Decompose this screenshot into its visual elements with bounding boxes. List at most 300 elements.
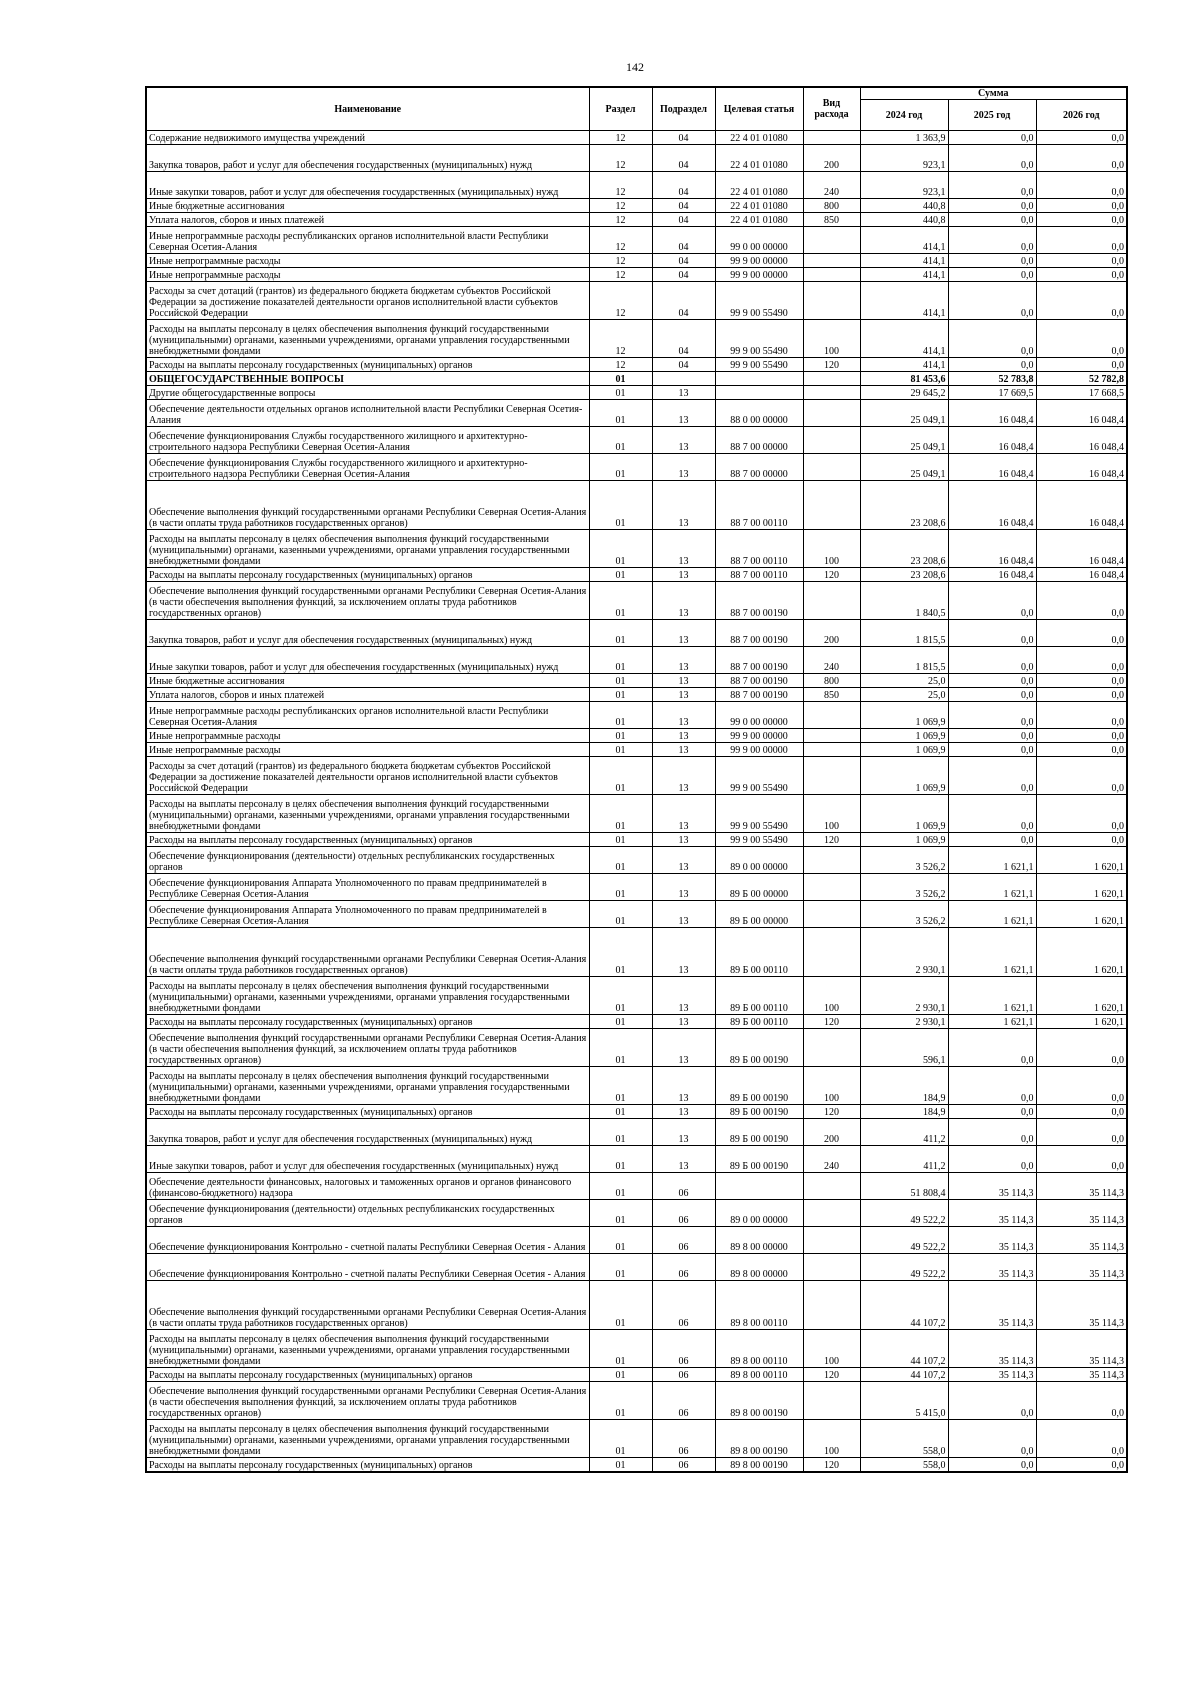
row-subsection: 13 xyxy=(652,1146,715,1173)
row-amount-2025: 0,0 xyxy=(948,1067,1036,1105)
row-target: 89 8 00 00190 xyxy=(715,1420,803,1458)
row-amount-2026: 0,0 xyxy=(1036,620,1127,647)
row-kind xyxy=(803,1200,860,1227)
row-amount-2024: 5 415,0 xyxy=(860,1382,948,1420)
row-amount-2026: 35 114,3 xyxy=(1036,1173,1127,1200)
row-target: 88 7 00 00110 xyxy=(715,530,803,568)
row-amount-2026: 0,0 xyxy=(1036,1420,1127,1458)
row-kind: 120 xyxy=(803,1458,860,1473)
row-kind xyxy=(803,1029,860,1067)
row-target: 22 4 01 01080 xyxy=(715,213,803,227)
table-row xyxy=(146,282,1127,320)
row-target: 89 Б 00 00000 xyxy=(715,901,803,928)
row-amount-2026: 0,0 xyxy=(1036,213,1127,227)
row-amount-2024: 440,8 xyxy=(860,213,948,227)
table-row xyxy=(146,1029,1127,1067)
row-target: 89 Б 00 00190 xyxy=(715,1067,803,1105)
row-amount-2025: 0,0 xyxy=(948,1146,1036,1173)
table-row xyxy=(146,1281,1127,1330)
row-kind xyxy=(803,454,860,481)
row-amount-2024: 558,0 xyxy=(860,1458,948,1473)
row-amount-2026: 0,0 xyxy=(1036,833,1127,847)
row-subsection: 04 xyxy=(652,145,715,172)
row-section: 01 xyxy=(589,568,652,582)
row-amount-2025: 0,0 xyxy=(948,1420,1036,1458)
row-amount-2025: 35 114,3 xyxy=(948,1173,1036,1200)
table-row xyxy=(146,386,1127,400)
row-subsection: 13 xyxy=(652,427,715,454)
row-amount-2024: 414,1 xyxy=(860,227,948,254)
table-row xyxy=(146,199,1127,213)
row-subsection: 04 xyxy=(652,268,715,282)
row-subsection: 06 xyxy=(652,1227,715,1254)
row-target: 89 0 00 00000 xyxy=(715,1200,803,1227)
row-target: 99 9 00 00000 xyxy=(715,743,803,757)
row-kind xyxy=(803,1173,860,1200)
row-subsection: 13 xyxy=(652,757,715,795)
table-row xyxy=(146,757,1127,795)
row-subsection: 04 xyxy=(652,199,715,213)
row-amount-2025: 16 048,4 xyxy=(948,454,1036,481)
table-row xyxy=(146,400,1127,427)
row-target: 99 9 00 55490 xyxy=(715,282,803,320)
row-name: Обеспечение выполнения функций государственными органами Республики Северная Осетия-Алания (в части оплаты труда работников государственных органов) xyxy=(146,928,589,977)
row-kind: 120 xyxy=(803,358,860,372)
row-section: 01 xyxy=(589,901,652,928)
row-target: 99 9 00 55490 xyxy=(715,795,803,833)
row-amount-2024: 414,1 xyxy=(860,254,948,268)
row-amount-2024: 25,0 xyxy=(860,674,948,688)
row-name: Иные непрограммные расходы xyxy=(146,254,589,268)
row-subsection: 06 xyxy=(652,1330,715,1368)
row-amount-2025: 0,0 xyxy=(948,674,1036,688)
row-subsection: 13 xyxy=(652,702,715,729)
row-amount-2026: 0,0 xyxy=(1036,199,1127,213)
row-target: 88 7 00 00000 xyxy=(715,427,803,454)
row-kind xyxy=(803,847,860,874)
row-name: Иные непрограммные расходы республиканских органов исполнительной власти Республики Северная Осетия-Алания xyxy=(146,227,589,254)
row-section: 01 xyxy=(589,1368,652,1382)
row-amount-2024: 184,9 xyxy=(860,1067,948,1105)
table-row xyxy=(146,688,1127,702)
row-target: 88 7 00 00000 xyxy=(715,454,803,481)
row-kind: 200 xyxy=(803,145,860,172)
row-kind xyxy=(803,729,860,743)
row-target: 99 9 00 00000 xyxy=(715,729,803,743)
row-subsection: 04 xyxy=(652,172,715,199)
row-target: 89 Б 00 00000 xyxy=(715,874,803,901)
row-name: Расходы на выплаты персоналу государственных (муниципальных) органов xyxy=(146,358,589,372)
header-section: Раздел xyxy=(589,87,652,131)
row-subsection: 06 xyxy=(652,1200,715,1227)
row-amount-2026: 0,0 xyxy=(1036,743,1127,757)
row-kind: 120 xyxy=(803,1015,860,1029)
row-subsection: 13 xyxy=(652,688,715,702)
row-amount-2025: 0,0 xyxy=(948,702,1036,729)
row-section: 01 xyxy=(589,372,652,386)
row-section: 01 xyxy=(589,400,652,427)
row-subsection: 13 xyxy=(652,729,715,743)
row-amount-2026: 16 048,4 xyxy=(1036,427,1127,454)
row-amount-2025: 0,0 xyxy=(948,620,1036,647)
row-target: 89 Б 00 00110 xyxy=(715,977,803,1015)
row-amount-2025: 16 048,4 xyxy=(948,481,1036,530)
row-kind: 100 xyxy=(803,1420,860,1458)
row-name: Расходы за счет дотаций (грантов) из федерального бюджета бюджетам субъектов Российской Федерации за достижение показателей деятельности органов исполнительной власти субъектов Российской Федерации xyxy=(146,282,589,320)
row-amount-2026: 1 620,1 xyxy=(1036,928,1127,977)
row-subsection: 13 xyxy=(652,874,715,901)
row-amount-2024: 414,1 xyxy=(860,268,948,282)
row-amount-2024: 1 069,9 xyxy=(860,743,948,757)
row-amount-2026: 0,0 xyxy=(1036,729,1127,743)
row-section: 12 xyxy=(589,213,652,227)
row-section: 01 xyxy=(589,386,652,400)
table-row xyxy=(146,901,1127,928)
row-name: Обеспечение функционирования Контрольно - счетной палаты Республики Северная Осетия - Алания xyxy=(146,1227,589,1254)
row-subsection: 04 xyxy=(652,320,715,358)
row-name: Расходы за счет дотаций (грантов) из федерального бюджета бюджетам субъектов Российской Федерации за достижение показателей деятельности органов исполнительной власти субъектов Российской Федерации xyxy=(146,757,589,795)
row-amount-2026: 0,0 xyxy=(1036,1382,1127,1420)
table-row xyxy=(146,977,1127,1015)
row-name: Другие общегосударственные вопросы xyxy=(146,386,589,400)
row-kind: 200 xyxy=(803,1119,860,1146)
row-kind: 850 xyxy=(803,213,860,227)
row-amount-2024: 2 930,1 xyxy=(860,977,948,1015)
row-amount-2024: 3 526,2 xyxy=(860,874,948,901)
row-amount-2024: 25 049,1 xyxy=(860,400,948,427)
row-amount-2025: 0,0 xyxy=(948,1029,1036,1067)
table-row xyxy=(146,454,1127,481)
row-amount-2026: 16 048,4 xyxy=(1036,454,1127,481)
row-section: 01 xyxy=(589,1067,652,1105)
row-amount-2024: 1 069,9 xyxy=(860,702,948,729)
row-kind: 240 xyxy=(803,172,860,199)
row-name: Обеспечение функционирования Контрольно - счетной палаты Республики Северная Осетия - Алания xyxy=(146,1254,589,1281)
header-2026: 2026 год xyxy=(1036,100,1127,131)
row-target: 89 8 00 00110 xyxy=(715,1281,803,1330)
table-row xyxy=(146,1382,1127,1420)
table-row xyxy=(146,568,1127,582)
row-target: 99 9 00 00000 xyxy=(715,268,803,282)
row-subsection: 04 xyxy=(652,358,715,372)
row-section: 12 xyxy=(589,282,652,320)
header-sum: Сумма xyxy=(860,87,1127,100)
row-amount-2025: 0,0 xyxy=(948,199,1036,213)
row-target: 88 7 00 00190 xyxy=(715,674,803,688)
row-amount-2025: 0,0 xyxy=(948,833,1036,847)
table-row xyxy=(146,1227,1127,1254)
row-amount-2026: 35 114,3 xyxy=(1036,1368,1127,1382)
row-amount-2026: 35 114,3 xyxy=(1036,1254,1127,1281)
row-target: 89 Б 00 00190 xyxy=(715,1146,803,1173)
row-target xyxy=(715,372,803,386)
row-amount-2026: 0,0 xyxy=(1036,757,1127,795)
row-amount-2025: 0,0 xyxy=(948,1105,1036,1119)
row-amount-2024: 29 645,2 xyxy=(860,386,948,400)
row-kind xyxy=(803,372,860,386)
table-row xyxy=(146,582,1127,620)
row-section: 01 xyxy=(589,674,652,688)
table-row xyxy=(146,372,1127,386)
row-amount-2025: 0,0 xyxy=(948,757,1036,795)
row-section: 01 xyxy=(589,1029,652,1067)
row-amount-2024: 1 069,9 xyxy=(860,729,948,743)
row-kind: 100 xyxy=(803,795,860,833)
row-name: Иные бюджетные ассигнования xyxy=(146,674,589,688)
row-amount-2025: 0,0 xyxy=(948,172,1036,199)
row-name: ОБЩЕГОСУДАРСТВЕННЫЕ ВОПРОСЫ xyxy=(146,372,589,386)
row-section: 01 xyxy=(589,702,652,729)
row-target: 89 8 00 00000 xyxy=(715,1227,803,1254)
row-name: Расходы на выплаты персоналу в целях обеспечения выполнения функций государственными (муниципальными) органами, казенными учреждениями, органами управления государственными внебюджетными фондами xyxy=(146,320,589,358)
row-kind xyxy=(803,227,860,254)
row-name: Обеспечение выполнения функций государственными органами Республики Северная Осетия-Алания (в части обеспечения выполнения функций, за исключением оплаты труда работников государственных органов) xyxy=(146,1029,589,1067)
row-section: 01 xyxy=(589,1015,652,1029)
row-target: 99 0 00 00000 xyxy=(715,702,803,729)
row-amount-2024: 1 840,5 xyxy=(860,582,948,620)
table-row xyxy=(146,1146,1127,1173)
table-row xyxy=(146,647,1127,674)
row-name: Обеспечение деятельности финансовых, налоговых и таможенных органов и органов финансового (финансово-бюджетного) надзора xyxy=(146,1173,589,1200)
table-body xyxy=(146,131,1127,1473)
row-kind xyxy=(803,1254,860,1281)
row-name: Уплата налогов, сборов и иных платежей xyxy=(146,213,589,227)
row-section: 01 xyxy=(589,1458,652,1473)
row-amount-2026: 0,0 xyxy=(1036,358,1127,372)
row-target: 89 8 00 00110 xyxy=(715,1330,803,1368)
row-amount-2026: 16 048,4 xyxy=(1036,568,1127,582)
row-subsection: 13 xyxy=(652,568,715,582)
row-kind xyxy=(803,874,860,901)
row-amount-2025: 16 048,4 xyxy=(948,400,1036,427)
row-amount-2026: 0,0 xyxy=(1036,172,1127,199)
header-subsection: Подраздел xyxy=(652,87,715,131)
row-name: Обеспечение выполнения функций государственными органами Республики Северная Осетия-Алания (в части обеспечения выполнения функций, за исключением оплаты труда работников государственных органов) xyxy=(146,1382,589,1420)
row-amount-2026: 16 048,4 xyxy=(1036,400,1127,427)
row-kind: 850 xyxy=(803,688,860,702)
row-kind xyxy=(803,582,860,620)
row-amount-2024: 1 815,5 xyxy=(860,620,948,647)
row-kind xyxy=(803,1382,860,1420)
row-section: 01 xyxy=(589,833,652,847)
row-amount-2024: 25 049,1 xyxy=(860,454,948,481)
row-amount-2025: 0,0 xyxy=(948,582,1036,620)
row-section: 01 xyxy=(589,1281,652,1330)
row-name: Расходы на выплаты персоналу в целях обеспечения выполнения функций государственными (муниципальными) органами, казенными учреждениями, органами управления государственными внебюджетными фондами xyxy=(146,1420,589,1458)
row-target: 89 Б 00 00110 xyxy=(715,928,803,977)
row-amount-2026: 0,0 xyxy=(1036,1458,1127,1473)
table-row xyxy=(146,1458,1127,1473)
row-amount-2025: 1 621,1 xyxy=(948,977,1036,1015)
row-amount-2025: 0,0 xyxy=(948,688,1036,702)
table-row xyxy=(146,833,1127,847)
table-row xyxy=(146,795,1127,833)
row-amount-2024: 23 208,6 xyxy=(860,481,948,530)
row-amount-2026: 16 048,4 xyxy=(1036,481,1127,530)
row-kind: 120 xyxy=(803,1368,860,1382)
row-section: 01 xyxy=(589,1382,652,1420)
row-section: 01 xyxy=(589,1119,652,1146)
row-name: Обеспечение функционирования Службы государственного жилищного и архитектурно-строительного надзора Республики Северная Осетия-Алания xyxy=(146,454,589,481)
table-row xyxy=(146,1200,1127,1227)
row-amount-2025: 1 621,1 xyxy=(948,928,1036,977)
row-section: 01 xyxy=(589,757,652,795)
row-section: 01 xyxy=(589,1227,652,1254)
row-section: 01 xyxy=(589,427,652,454)
row-subsection: 04 xyxy=(652,254,715,268)
row-amount-2025: 0,0 xyxy=(948,213,1036,227)
row-section: 01 xyxy=(589,1200,652,1227)
row-amount-2024: 1 815,5 xyxy=(860,647,948,674)
row-amount-2024: 25,0 xyxy=(860,688,948,702)
row-kind: 240 xyxy=(803,647,860,674)
table-row xyxy=(146,1015,1127,1029)
row-amount-2025: 35 114,3 xyxy=(948,1368,1036,1382)
row-amount-2024: 1 069,9 xyxy=(860,833,948,847)
row-subsection: 04 xyxy=(652,282,715,320)
row-subsection: 13 xyxy=(652,901,715,928)
row-amount-2025: 0,0 xyxy=(948,743,1036,757)
row-target: 88 7 00 00110 xyxy=(715,481,803,530)
row-amount-2026: 0,0 xyxy=(1036,1029,1127,1067)
table-row xyxy=(146,131,1127,145)
row-kind: 100 xyxy=(803,977,860,1015)
row-amount-2024: 49 522,2 xyxy=(860,1254,948,1281)
row-subsection: 04 xyxy=(652,213,715,227)
row-amount-2025: 16 048,4 xyxy=(948,568,1036,582)
row-name: Расходы на выплаты персоналу в целях обеспечения выполнения функций государственными (муниципальными) органами, казенными учреждениями, органами управления государственными внебюджетными фондами xyxy=(146,530,589,568)
row-section: 01 xyxy=(589,1173,652,1200)
row-section: 01 xyxy=(589,530,652,568)
row-amount-2024: 440,8 xyxy=(860,199,948,213)
row-amount-2024: 3 526,2 xyxy=(860,901,948,928)
table-row xyxy=(146,358,1127,372)
row-amount-2026: 0,0 xyxy=(1036,145,1127,172)
row-target: 89 8 00 00110 xyxy=(715,1368,803,1382)
row-amount-2025: 0,0 xyxy=(948,282,1036,320)
row-amount-2025: 0,0 xyxy=(948,1382,1036,1420)
row-amount-2025: 1 621,1 xyxy=(948,901,1036,928)
row-amount-2024: 23 208,6 xyxy=(860,530,948,568)
row-name: Закупка товаров, работ и услуг для обеспечения государственных (муниципальных) нужд xyxy=(146,145,589,172)
row-kind xyxy=(803,901,860,928)
row-amount-2025: 0,0 xyxy=(948,729,1036,743)
row-subsection: 13 xyxy=(652,620,715,647)
row-kind: 120 xyxy=(803,833,860,847)
row-name: Расходы на выплаты персоналу государственных (муниципальных) органов xyxy=(146,833,589,847)
table-row xyxy=(146,847,1127,874)
row-target: 99 0 00 00000 xyxy=(715,227,803,254)
page-number: 142 xyxy=(626,60,644,74)
row-amount-2025: 35 114,3 xyxy=(948,1281,1036,1330)
row-amount-2025: 0,0 xyxy=(948,795,1036,833)
row-amount-2024: 44 107,2 xyxy=(860,1281,948,1330)
row-amount-2024: 414,1 xyxy=(860,282,948,320)
row-amount-2026: 35 114,3 xyxy=(1036,1227,1127,1254)
header-name: Наименование xyxy=(146,87,589,131)
row-kind: 100 xyxy=(803,1067,860,1105)
row-name: Обеспечение функционирования (деятельности) отдельных республиканских государственных органов xyxy=(146,847,589,874)
row-amount-2025: 0,0 xyxy=(948,268,1036,282)
row-name: Иные закупки товаров, работ и услуг для обеспечения государственных (муниципальных) нужд xyxy=(146,647,589,674)
table-row xyxy=(146,1330,1127,1368)
row-amount-2024: 2 930,1 xyxy=(860,928,948,977)
table-row xyxy=(146,1173,1127,1200)
row-amount-2026: 0,0 xyxy=(1036,320,1127,358)
row-section: 01 xyxy=(589,874,652,901)
row-amount-2026: 0,0 xyxy=(1036,268,1127,282)
row-name: Расходы на выплаты персоналу в целях обеспечения выполнения функций государственными (муниципальными) органами, казенными учреждениями, органами управления государственными внебюджетными фондами xyxy=(146,977,589,1015)
row-name: Расходы на выплаты персоналу в целях обеспечения выполнения функций государственными (муниципальными) органами, казенными учреждениями, органами управления государственными внебюджетными фондами xyxy=(146,1067,589,1105)
row-section: 01 xyxy=(589,620,652,647)
row-section: 01 xyxy=(589,688,652,702)
row-subsection: 13 xyxy=(652,833,715,847)
row-kind: 100 xyxy=(803,320,860,358)
row-target xyxy=(715,386,803,400)
row-subsection: 06 xyxy=(652,1368,715,1382)
row-name: Расходы на выплаты персоналу государственных (муниципальных) органов xyxy=(146,1105,589,1119)
row-section: 12 xyxy=(589,199,652,213)
row-subsection: 13 xyxy=(652,847,715,874)
row-amount-2024: 1 069,9 xyxy=(860,757,948,795)
row-subsection: 13 xyxy=(652,977,715,1015)
row-section: 01 xyxy=(589,454,652,481)
row-name: Иные непрограммные расходы xyxy=(146,268,589,282)
table-row xyxy=(146,1067,1127,1105)
row-amount-2025: 35 114,3 xyxy=(948,1330,1036,1368)
row-amount-2024: 44 107,2 xyxy=(860,1368,948,1382)
row-amount-2024: 414,1 xyxy=(860,358,948,372)
row-amount-2026: 52 782,8 xyxy=(1036,372,1127,386)
row-subsection: 13 xyxy=(652,928,715,977)
row-target: 22 4 01 01080 xyxy=(715,131,803,145)
row-target: 99 9 00 55490 xyxy=(715,757,803,795)
row-subsection: 04 xyxy=(652,227,715,254)
row-amount-2025: 35 114,3 xyxy=(948,1200,1036,1227)
row-amount-2026: 0,0 xyxy=(1036,1146,1127,1173)
table-row xyxy=(146,674,1127,688)
row-name: Иные закупки товаров, работ и услуг для обеспечения государственных (муниципальных) нужд xyxy=(146,172,589,199)
table-row xyxy=(146,172,1127,199)
row-amount-2024: 49 522,2 xyxy=(860,1200,948,1227)
row-amount-2025: 0,0 xyxy=(948,227,1036,254)
row-subsection: 04 xyxy=(652,131,715,145)
row-target: 89 Б 00 00190 xyxy=(715,1029,803,1067)
row-subsection: 13 xyxy=(652,400,715,427)
row-amount-2025: 1 621,1 xyxy=(948,874,1036,901)
row-amount-2024: 23 208,6 xyxy=(860,568,948,582)
row-amount-2024: 25 049,1 xyxy=(860,427,948,454)
row-name: Обеспечение функционирования Аппарата Уполномоченного по правам предпринимателей в Республике Северная Осетия-Алания xyxy=(146,874,589,901)
row-amount-2025: 0,0 xyxy=(948,254,1036,268)
row-section: 01 xyxy=(589,1330,652,1368)
row-target: 88 7 00 00190 xyxy=(715,582,803,620)
row-subsection: 13 xyxy=(652,795,715,833)
row-kind: 800 xyxy=(803,674,860,688)
row-subsection: 13 xyxy=(652,1119,715,1146)
row-name: Содержание недвижимого имущества учреждений xyxy=(146,131,589,145)
row-subsection xyxy=(652,372,715,386)
row-amount-2024: 411,2 xyxy=(860,1119,948,1146)
row-target: 89 Б 00 00190 xyxy=(715,1105,803,1119)
row-kind xyxy=(803,928,860,977)
row-amount-2025: 35 114,3 xyxy=(948,1227,1036,1254)
row-kind xyxy=(803,131,860,145)
row-subsection: 06 xyxy=(652,1254,715,1281)
row-subsection: 06 xyxy=(652,1420,715,1458)
table-row xyxy=(146,145,1127,172)
row-section: 01 xyxy=(589,847,652,874)
